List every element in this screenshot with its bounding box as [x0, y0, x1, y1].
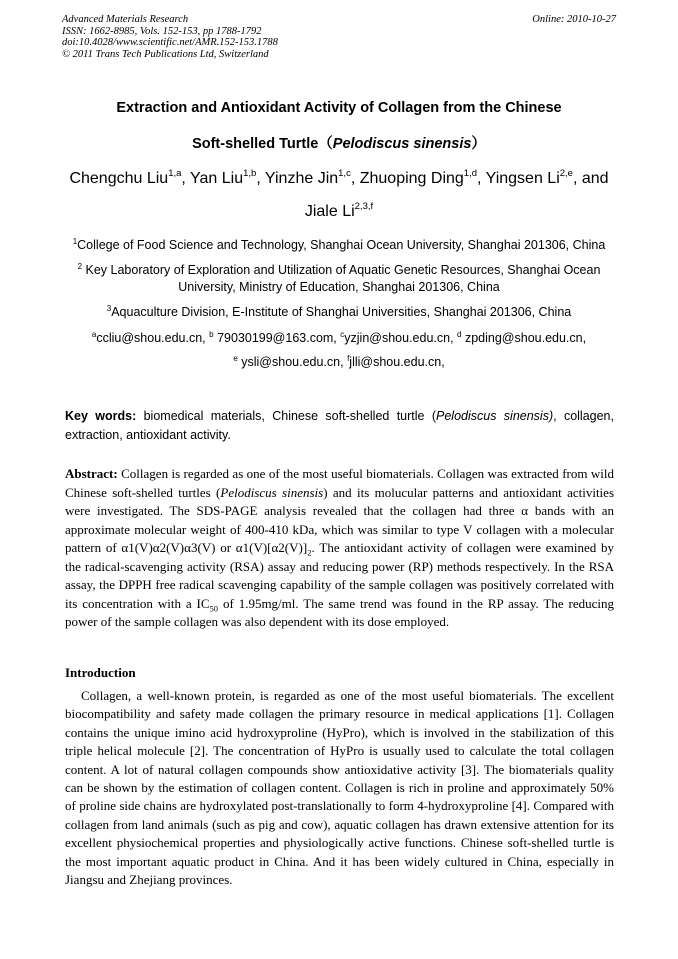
affil-mark: 2	[77, 262, 83, 271]
author-name: , Yan Liu	[181, 170, 244, 187]
affiliation-3	[62, 304, 616, 321]
abstract-label: Abstract:	[65, 466, 118, 481]
email-mark: e	[233, 354, 238, 363]
author-affil-mark: 1,a	[168, 168, 182, 179]
abstract-text: of 1.95mg/ml. The same trend was found in the RP assay. The reducing power of the sample collagen was also dependent with its dose employed.	[65, 595, 614, 629]
author-affil-mark: 1,b	[243, 168, 257, 179]
title-text: Soft-shelled Turtle（	[192, 136, 333, 152]
title-paren: ）	[471, 136, 486, 152]
title-line-2	[62, 126, 616, 162]
running-header	[62, 14, 616, 60]
author-line-1	[56, 162, 622, 195]
section-heading-introduction: Introduction	[65, 665, 136, 680]
affil-text: College of Food Science and Technology, Shanghai Ocean University, Shanghai 201306, China	[77, 238, 606, 252]
abstract-text: . The antioxidant activity of collagen were examined by the radical-scavenging activity (RSA) assay and reducing power (RP) methods respectively. In the RSA assay, the DPPH free radical scavenging capability of the sample collagen was positively correlated with its concentration with a IC	[65, 540, 614, 611]
copyright-line: © 2011 Trans Tech Publications Ltd, Switzerland	[62, 48, 269, 60]
title-species: Pelodiscus sinensis	[332, 136, 472, 152]
introduction-paragraph: Collagen, a well-known protein, is regarded as one of the most useful biomaterials. The excellent biocompatibility and safety made collagen the primary resource in medical applications [1]. Collagen contains the unique imino acid hydroxyproline (HyPro), which is involved in the stabilization of this triple helical molecule [2]. The concentration of HyPro is usually used to calculate the total collagen content. A lot of natural collagen compounds show antioxidative activity [3]. The biomaterials quality can be shown by the estimation of collagen content. Collagen is rich in proline and approximately 50% of proline side chains are hydroxylated post-translationally to form 4-hydroxyproline [4]. Compared with collagen from land animals (such as pig and cow), aquatic collagen has drawn extensive attention for its excellent physiochemical properties and physiologically active functions. Chinese soft-shelled turtle is the most important aquatic product in China. And it has been widely cultured in China, especially in Jiangsu and Zhejiang provinces.	[65, 688, 614, 888]
author-line-2	[56, 195, 622, 228]
online-date: Online: 2010-10-27	[532, 14, 616, 25]
abstract-species: Pelodiscus sinensis	[220, 484, 324, 500]
author-affil-mark: 2,e	[559, 168, 573, 179]
email-address: 79030199@163.com,	[217, 331, 341, 345]
author-affil-mark: 1,d	[463, 168, 478, 179]
affiliation-2	[62, 262, 616, 295]
keywords-paragraph	[65, 407, 614, 445]
email-address: ccliu@shou.edu.cn,	[96, 331, 210, 345]
keywords-text: , collagen, extraction, antioxidant activity.	[65, 409, 614, 442]
email-mark: f	[347, 354, 350, 363]
affil-text: Aquaculture Division, E-Institute of Shanghai Universities, Shanghai 201306, China	[111, 305, 572, 319]
keywords-label: Key words:	[65, 409, 137, 423]
author-conjunction: , and	[572, 170, 609, 187]
author-name: , Yinzhe Jin	[256, 170, 339, 187]
issn-line: ISSN: 1662-8985, Vols. 152-153, pp 1788-1792	[62, 25, 262, 37]
affiliation-1	[62, 237, 616, 254]
email-mark: b	[209, 330, 214, 339]
abstract-text: Collagen is regarded as one of the most useful biomaterials. Collagen was extracted from wild Chinese soft-shelled turtles (	[65, 466, 614, 500]
author-name: Jiale Li	[304, 203, 355, 220]
affil-mark: 3	[106, 304, 112, 313]
keywords-text: biomedical materials, Chinese soft-shelled turtle (	[136, 409, 436, 423]
email-line-2	[62, 354, 616, 371]
doi-line: doi:10.4028/www.scientific.net/AMR.152-153.1788	[62, 37, 278, 48]
author-affil-mark: 1,c	[338, 168, 351, 179]
email-line-1	[62, 330, 616, 347]
author-list	[56, 162, 622, 228]
author-name: Chengchu Liu	[69, 170, 169, 187]
abstract-text: ) and its molucular patterns and antioxidant activities were investigated. The SDS-PAGE analysis revealed that the collagen had three α bands with an approximate molecular weight of 400-410 kDa, which was similar to type V collagen with a molecular pattern of α1(V)α2(V)α3(V) or α1(V)[α2(V)]	[65, 484, 614, 555]
affil-text: Key Laboratory of Exploration and Utilization of Aquatic Genetic Resources, Shanghai Ocean	[85, 263, 601, 277]
email-address: jlli@shou.edu.cn,	[349, 355, 445, 369]
paper-title	[62, 90, 616, 162]
email-address: ysli@shou.edu.cn,	[241, 355, 348, 369]
abstract-paragraph	[65, 465, 614, 632]
journal-name: Advanced Materials Research	[62, 14, 189, 25]
affil-mark: 1	[72, 237, 78, 246]
abstract-subscript: 50	[209, 603, 219, 614]
affil-line	[62, 262, 616, 279]
keywords-species: Pelodiscus sinensis)	[436, 409, 554, 423]
email-mark: a	[91, 330, 97, 339]
affil-text: University, Ministry of Education, Shanghai 201306, China	[178, 279, 500, 294]
email-address: yzjin@shou.edu.cn,	[344, 331, 458, 345]
email-mark: d	[457, 330, 462, 339]
abstract-subscript: 2	[307, 547, 312, 558]
email-mark: c	[340, 330, 345, 339]
author-name: , Zhuoping Ding	[350, 170, 464, 187]
author-affil-mark: 2,3,f	[354, 201, 374, 212]
title-line-1: Extraction and Antioxidant Activity of Collagen from the Chinese	[116, 100, 562, 116]
author-name: , Yingsen Li	[477, 170, 560, 187]
email-address: zpding@shou.edu.cn,	[464, 331, 587, 345]
